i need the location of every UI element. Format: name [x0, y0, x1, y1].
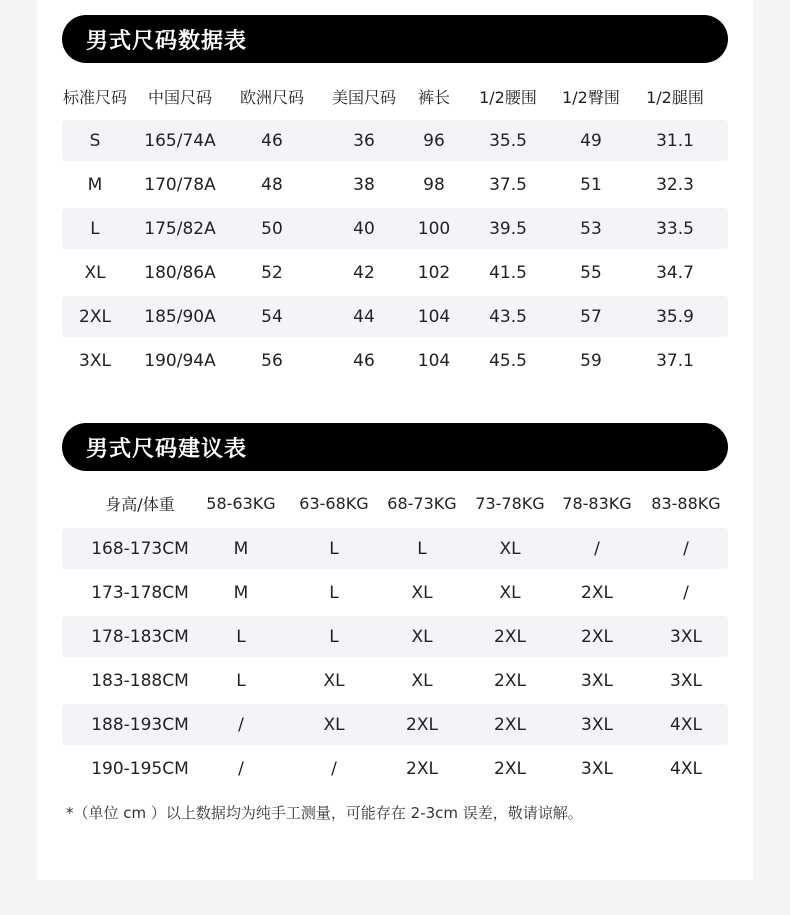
table-cell: 4XL [670, 758, 702, 779]
table-row [62, 704, 728, 745]
table-cell: 180/86A [144, 262, 216, 283]
table-cell: / [238, 758, 244, 779]
table-cell: 33.5 [656, 218, 694, 239]
table-cell: / [683, 582, 689, 603]
column-header: 78-83KG [562, 494, 632, 513]
column-header: 裤长 [417, 88, 450, 107]
table-row [62, 252, 728, 293]
table-header-row [62, 76, 728, 117]
table-cell: 52 [261, 262, 283, 283]
column-header: 68-73KG [387, 494, 457, 513]
table-row [62, 572, 728, 613]
table-cell: 104 [417, 350, 451, 371]
table-cell: L [90, 218, 100, 239]
table-cell: 35.5 [489, 130, 527, 151]
column-header: 身高/体重 [105, 495, 175, 514]
table-cell: L [329, 538, 339, 559]
table-cell: 175/82A [144, 218, 216, 239]
table-cell: 98 [423, 174, 445, 195]
table-cell: 190-195CM [91, 758, 189, 779]
table-row [62, 660, 728, 701]
table-cell: 2XL [581, 626, 613, 647]
table-cell: M [233, 538, 249, 559]
table-cell: L [236, 670, 246, 691]
table-cell: / [683, 538, 689, 559]
table-cell: / [594, 538, 600, 559]
table-cell: L [417, 538, 427, 559]
table-cell: 2XL [406, 714, 438, 735]
column-header: 73-78KG [475, 494, 545, 513]
table-cell: 34.7 [656, 262, 694, 283]
table-cell: 51 [580, 174, 602, 195]
table-cell: 42 [353, 262, 375, 283]
size-recommend-table-title: 男式尺码建议表 [62, 423, 728, 471]
table-cell: 53 [580, 218, 602, 239]
size-data-table-title: 男式尺码数据表 [62, 15, 728, 63]
table-cell: 44 [353, 306, 375, 327]
table-cell: 178-183CM [91, 626, 189, 647]
column-header: 标准尺码 [62, 88, 127, 107]
table-row [62, 120, 728, 161]
table-cell: XL [411, 670, 433, 691]
table-cell: 55 [580, 262, 602, 283]
table-cell: 2XL [79, 306, 111, 327]
table-cell: 57 [580, 306, 602, 327]
table-cell: M [87, 174, 103, 195]
table-cell: / [238, 714, 244, 735]
table-cell: 185/90A [144, 306, 216, 327]
table-cell: 35.9 [656, 306, 694, 327]
column-header: 1/2腰围 [479, 88, 537, 107]
table-cell: 2XL [581, 582, 613, 603]
table-cell: 2XL [406, 758, 438, 779]
column-header: 1/2腿围 [646, 88, 704, 107]
table-cell: 2XL [494, 758, 526, 779]
table-cell: 100 [417, 218, 451, 239]
table-cell: 2XL [494, 670, 526, 691]
table-cell: / [331, 758, 337, 779]
table-cell: 170/78A [144, 174, 216, 195]
column-header: 美国尺码 [331, 88, 396, 107]
table-cell: 46 [261, 130, 283, 151]
table-cell: 2XL [494, 714, 526, 735]
table-cell: L [329, 582, 339, 603]
column-header: 欧洲尺码 [239, 88, 304, 107]
table-cell: 59 [580, 350, 602, 371]
table-cell: XL [411, 626, 433, 647]
column-header: 63-68KG [299, 494, 369, 513]
table-cell: 32.3 [656, 174, 694, 195]
table-cell: 50 [261, 218, 283, 239]
column-header: 1/2臀围 [562, 88, 620, 107]
table-cell: XL [499, 538, 521, 559]
table-cell: 41.5 [489, 262, 527, 283]
table-cell: XL [411, 582, 433, 603]
table-cell: 3XL [670, 670, 702, 691]
table-cell: 3XL [670, 626, 702, 647]
column-header: 58-63KG [206, 494, 276, 513]
table-cell: 43.5 [489, 306, 527, 327]
table-row [62, 296, 728, 337]
table-cell: 45.5 [489, 350, 527, 371]
table-cell: 40 [353, 218, 375, 239]
column-header: 83-88KG [651, 494, 721, 513]
table-cell: 3XL [581, 714, 613, 735]
table-row [62, 340, 728, 381]
table-cell: 173-178CM [91, 582, 189, 603]
footnote: *（单位 cm ）以上数据均为纯手工测量，可能存在 2-3cm 误差，敬请谅解。 [66, 804, 583, 822]
table-row [62, 208, 728, 249]
table-cell: 3XL [79, 350, 111, 371]
table-cell: 37.1 [656, 350, 694, 371]
table-header-row [62, 483, 728, 524]
table-cell: XL [323, 714, 345, 735]
table-cell: 168-173CM [91, 538, 189, 559]
table-cell: 188-193CM [91, 714, 189, 735]
table-cell: 36 [353, 130, 375, 151]
table-row [62, 528, 728, 569]
table-cell: M [233, 582, 249, 603]
table-cell: 31.1 [656, 130, 694, 151]
table-cell: 3XL [581, 670, 613, 691]
table-cell: 96 [423, 130, 445, 151]
table-cell: 38 [353, 174, 375, 195]
table-row [62, 164, 728, 205]
column-header: 中国尺码 [147, 88, 212, 107]
table-cell: S [89, 130, 101, 151]
table-cell: 39.5 [489, 218, 527, 239]
table-cell: 165/74A [144, 130, 216, 151]
table-row [62, 616, 728, 657]
table-cell: 48 [261, 174, 283, 195]
table-cell: 190/94A [144, 350, 216, 371]
table-cell: 2XL [494, 626, 526, 647]
table-cell: 37.5 [489, 174, 527, 195]
table-cell: 49 [580, 130, 602, 151]
table-cell: 104 [417, 306, 451, 327]
table-cell: 4XL [670, 714, 702, 735]
table-cell: 54 [261, 306, 283, 327]
table-row [62, 748, 728, 789]
table-cell: XL [499, 582, 521, 603]
table-cell: XL [323, 670, 345, 691]
table-cell: 46 [353, 350, 375, 371]
table-cell: XL [84, 262, 106, 283]
table-cell: L [236, 626, 246, 647]
table-cell: 102 [417, 262, 451, 283]
table-cell: L [329, 626, 339, 647]
table-cell: 3XL [581, 758, 613, 779]
table-cell: 183-188CM [91, 670, 189, 691]
table-cell: 56 [261, 350, 283, 371]
